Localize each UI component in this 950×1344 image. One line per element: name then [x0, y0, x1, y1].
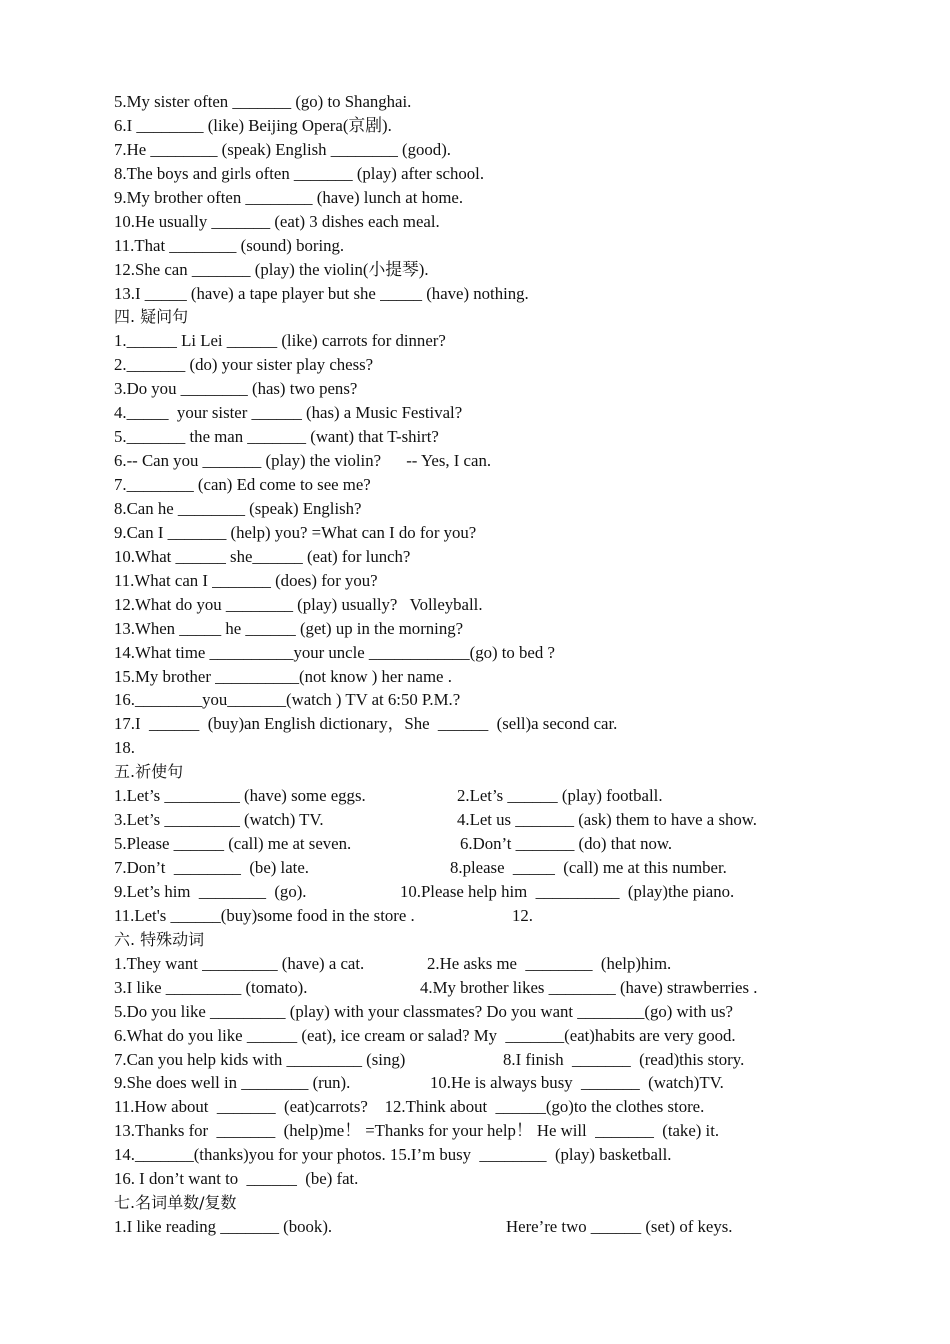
- exercise-row: [114, 832, 834, 856]
- exercise-right: 4.Let us _______ (ask) them to have a show.: [457, 810, 757, 830]
- section-imperatives: [114, 760, 834, 928]
- exercise-right: 2.He asks me ________ (help)him.: [427, 953, 672, 973]
- exercise-left: 3.I like _________ (tomato).: [114, 977, 308, 997]
- exercise-line: 7.________ (can) Ed come to see me?: [114, 475, 371, 494]
- exercise-row: [114, 1024, 834, 1048]
- exercise-left: 1.They want _________ (have) a cat.: [114, 953, 365, 973]
- exercise-line: 14.What time __________your uncle ____________(go) to bed ?: [114, 642, 555, 662]
- exercise-row: [114, 1071, 834, 1095]
- exercise-line: 8.Can he ________ (speak) English?: [114, 498, 362, 518]
- exercise-row: [114, 1143, 834, 1167]
- section-heading: 七.名词单数/复数: [114, 1193, 237, 1213]
- exercise-left: 1.I like reading _______ (book).: [114, 1217, 333, 1237]
- exercise-line: 12.She can _______ (play) the violin(小提琴).: [114, 259, 429, 279]
- section-special-verbs: [114, 928, 834, 1191]
- exercise-right: 8.please _____ (call) me at this number.: [450, 858, 727, 877]
- exercise-row: [114, 784, 834, 808]
- exercise-right: 4.My brother likes ________ (have) strawberries .: [420, 977, 758, 997]
- exercise-right: 6.Don’t _______ (do) that now.: [460, 834, 673, 854]
- exercise-line: 13.I _____ (have) a tape player but she _____ (have) nothing.: [114, 283, 529, 303]
- exercise-row: [114, 904, 834, 928]
- section-heading: 五.祈使句: [114, 762, 184, 782]
- exercise-left: 1.Let’s _________ (have) some eggs.: [114, 786, 366, 806]
- exercise-row: [114, 1119, 834, 1143]
- exercise-line: 5.My sister often _______ (go) to Shanghai.: [114, 92, 412, 111]
- exercise-left: 5.Do you like _________ (play) with your classmates? Do you want ________(go) with us?: [114, 1001, 733, 1021]
- exercise-left: 6.What do you like ______ (eat), ice cream or salad? My _______(eat)habits are very good.: [114, 1025, 736, 1045]
- exercise-row: [114, 808, 834, 832]
- exercise-line: 8.The boys and girls often _______ (play) after school.: [114, 163, 485, 183]
- exercise-line: 10.What ______ she______ (eat) for lunch?: [114, 546, 411, 566]
- exercise-line: 16.________you_______(watch ) TV at 6:50 P.M.?: [114, 690, 461, 710]
- exercise-left: 7.Don’t ________ (be) late.: [114, 858, 309, 877]
- exercise-row: [114, 1167, 834, 1191]
- exercise-line: 3.Do you ________ (has) two pens?: [114, 379, 358, 399]
- exercise-line: 2._______ (do) your sister play chess?: [114, 355, 374, 375]
- exercise-line: 7.He ________ (speak) English ________ (good).: [114, 139, 451, 159]
- exercise-row: [114, 1048, 834, 1072]
- exercise-left: 11.How about _______ (eat)carrots? 12.Think about ______(go)to the clothes store.: [114, 1097, 705, 1117]
- section-heading: 六. 特殊动词: [114, 929, 205, 949]
- exercise-left: 14._______(thanks)you for your photos. 15.I’m busy ________ (play) basketball.: [114, 1145, 672, 1165]
- exercise-right: 8.I finish _______ (read)this story.: [503, 1049, 745, 1069]
- section-questions: [114, 305, 834, 760]
- section-nouns: [114, 1191, 834, 1239]
- exercise-line: 11.That ________ (sound) boring.: [114, 235, 345, 255]
- exercise-line: 11.What can I _______ (does) for you?: [114, 570, 378, 590]
- exercise-right: 10.He is always busy _______ (watch)TV.: [430, 1073, 724, 1093]
- exercise-line: 18.: [114, 738, 135, 758]
- exercise-row: [114, 1215, 834, 1239]
- exercise-left: 11.Let's ______(buy)some food in the store .: [114, 905, 415, 925]
- exercise-line: 9.My brother often ________ (have) lunch at home.: [114, 187, 464, 207]
- exercise-right: 2.Let’s ______ (play) football.: [457, 786, 663, 806]
- exercise-line: 1.______ Li Lei ______ (like) carrots for dinner?: [114, 331, 446, 351]
- worksheet: [114, 90, 834, 1239]
- exercise-line: 6.-- Can you _______ (play) the violin? -- Yes, I can.: [114, 451, 492, 471]
- exercise-right: 12.: [512, 905, 533, 925]
- exercise-right: 10.Please help him __________ (play)the piano.: [400, 881, 735, 901]
- exercise-row: [114, 880, 834, 904]
- exercise-row: [114, 952, 834, 976]
- exercise-line: 15.My brother __________(not know ) her name .: [114, 666, 452, 686]
- exercise-row: [114, 1095, 834, 1119]
- exercise-line: 6.I ________ (like) Beijing Opera(京剧).: [114, 115, 392, 135]
- exercise-right: Here’re two ______ (set) of keys.: [506, 1217, 733, 1237]
- exercise-line: 17.I ______ (buy)an English dictionary，She ______ (sell)a second car.: [114, 714, 618, 734]
- exercise-line: 12.What do you ________ (play) usually? Volleyball.: [114, 594, 483, 614]
- exercise-left: 3.Let’s _________ (watch) TV.: [114, 810, 324, 830]
- exercise-left: 16. I don’t want to ______ (be) fat.: [114, 1169, 359, 1189]
- exercise-row: [114, 976, 834, 1000]
- exercise-line: 4._____ your sister ______ (has) a Music Festival?: [114, 403, 463, 423]
- exercise-row: [114, 1000, 834, 1024]
- exercise-left: 9.She does well in ________ (run).: [114, 1073, 351, 1093]
- exercise-line: 9.Can I _______ (help) you? =What can I do for you?: [114, 522, 477, 542]
- exercise-line: 13.When _____ he ______ (get) up in the morning?: [114, 618, 464, 638]
- section3-tail: [114, 90, 834, 305]
- exercise-left: 9.Let’s him ________ (go).: [114, 881, 307, 901]
- exercise-left: 7.Can you help kids with _________ (sing): [114, 1049, 406, 1069]
- exercise-row: [114, 856, 834, 880]
- section-heading: 四. 疑问句: [114, 307, 189, 327]
- exercise-left: 13.Thanks for _______ (help)me！ =Thanks for your help！ He will _______ (take) it.: [114, 1121, 720, 1141]
- exercise-left: 5.Please ______ (call) me at seven.: [114, 834, 352, 854]
- exercise-line: 10.He usually _______ (eat) 3 dishes each meal.: [114, 211, 440, 231]
- exercise-line: 5._______ the man _______ (want) that T-shirt?: [114, 427, 439, 447]
